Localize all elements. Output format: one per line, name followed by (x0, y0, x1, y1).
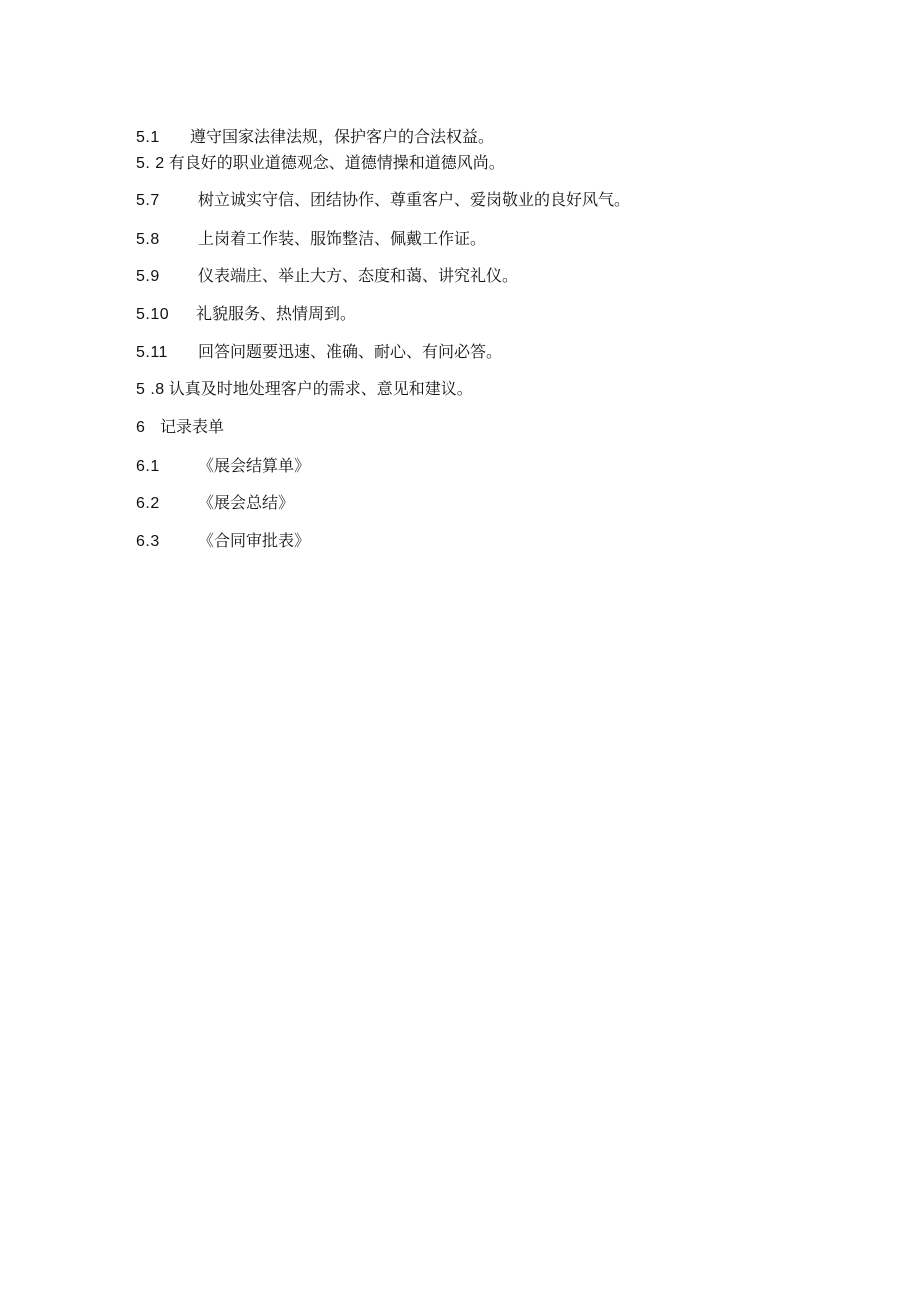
item-number: 5. 2 (136, 155, 165, 172)
list-item (136, 378, 473, 400)
item-text: 仪表端庄、举止大方、态度和蔼、讲究礼仪。 (198, 266, 519, 285)
section-heading (136, 416, 224, 438)
item-number: 5.1 (136, 129, 160, 146)
item-number: 5.9 (136, 268, 160, 285)
item-number: 6.3 (136, 533, 160, 550)
item-text: 树立诚实守信、团结协作、尊重客户、爱岗敬业的良好风气。 (198, 190, 631, 209)
item-text: 《展会总结》 (198, 493, 295, 512)
item-number: 5.11 (136, 344, 168, 361)
item-text: 回答问题要迅速、准确、耐心、有问必答。 (198, 342, 503, 361)
item-number: 6.2 (136, 495, 160, 512)
list-item (136, 455, 310, 477)
item-text: 礼貌服务、热情周到。 (196, 304, 357, 323)
section-title: 记录表单 (160, 417, 225, 436)
list-item (136, 303, 356, 325)
item-number: 5.10 (136, 306, 170, 323)
item-text: 遵守国家法律法规，保护客户的合法权益。 (190, 127, 495, 146)
item-text: 《展会结算单》 (198, 456, 311, 475)
item-text: 有良好的职业道德观念、道德情操和道德风尚。 (168, 153, 505, 172)
item-text: 《合同审批表》 (198, 531, 311, 550)
list-item (136, 530, 310, 552)
section-number: 6 (136, 419, 146, 436)
list-item (136, 341, 502, 363)
list-item (136, 492, 294, 514)
item-number: 6.1 (136, 458, 160, 475)
item-number: 5.7 (136, 192, 160, 209)
list-item (136, 152, 505, 174)
item-text: 上岗着工作装、服饰整洁、佩戴工作证。 (198, 229, 487, 248)
list-item (136, 228, 486, 250)
list-item (136, 265, 518, 287)
list-item (136, 126, 494, 148)
item-number: 5 .8 (136, 381, 165, 398)
list-item (136, 189, 630, 211)
item-number: 5.8 (136, 231, 160, 248)
item-text: 认真及时地处理客户的需求、意见和建议。 (168, 379, 473, 398)
